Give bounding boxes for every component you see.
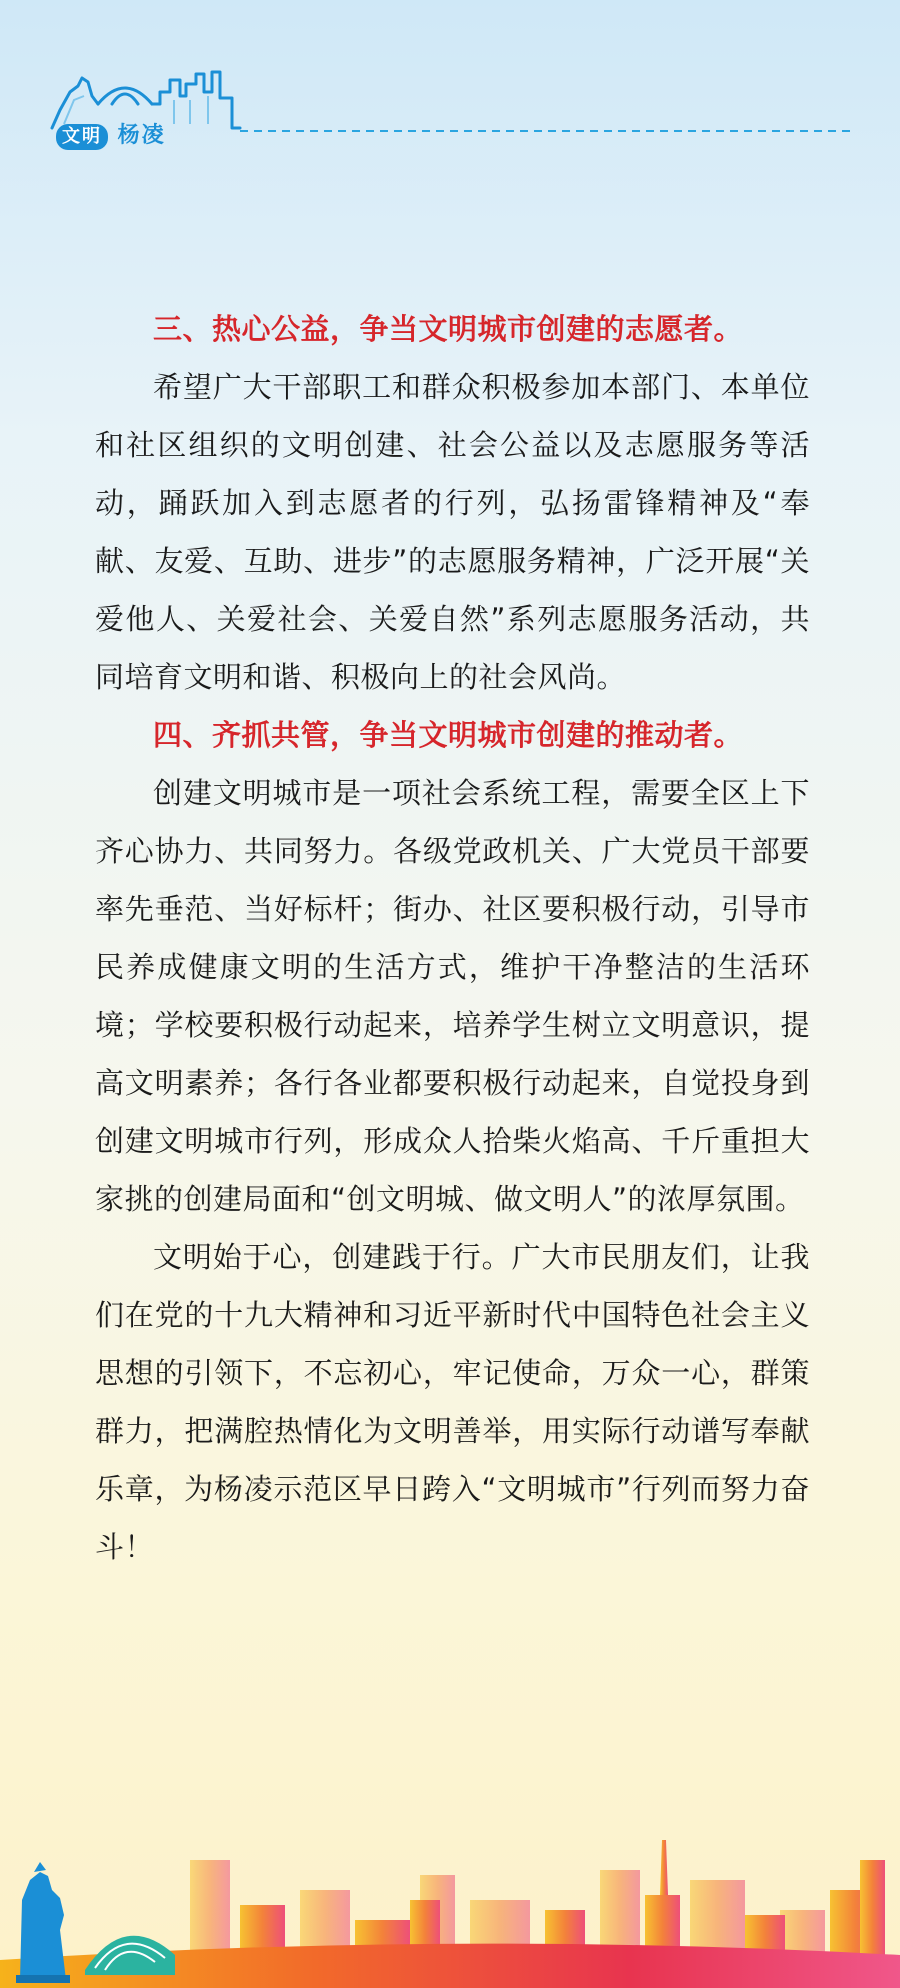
section-4-paragraph-1: 创建文明城市是一项社会系统工程，需要全区上下齐心协力、共同努力。各级党政机关、广大党员干部要率先垂范、当好标杆；街办、社区要积极行动，引导市民养成健康文明的生活方式，维护干净整洁的生活环境；学校要积极行动起来，培养学生树立文明意识，提高文明素养；各行各业都要积极行动起来，自觉投身到创建文明城市行列，形成众人拾柴火焰高、千斤重担大家挑的创建局面和“创文明城、做文明人”的浓厚氛围。 <box>95 776 810 1216</box>
section-heading-3: 三、热心公益，争当文明城市创建的志愿者。 <box>153 312 744 346</box>
section-4-paragraph-2: 文明始于心，创建践于行。广大市民朋友们，让我们在党的十九大精神和习近平新时代中国特色社会主义思想的引领下，不忘初心，牢记使命，万众一心，群策群力，把满腔热情化为文明善举，用实际行动谱写奉献乐章，为杨凌示范区早日跨入“文明城市”行列而努力奋斗！ <box>95 1240 810 1564</box>
header-banner <box>0 0 900 170</box>
article-body <box>95 300 810 1576</box>
footer-skyline <box>0 1780 900 1988</box>
logo-text <box>56 118 166 150</box>
logo-badge: 文明 <box>56 124 108 150</box>
section-3-paragraph-1: 希望广大干部职工和群众积极参加本部门、本单位和社区组织的文明创建、社会公益以及志愿服务等活动，踊跃加入到志愿者的行列，弘扬雷锋精神及“奉献、友爱、互助、进步”的志愿服务精神，广泛开展“关爱他人、关爱社会、关爱自然”系列志愿服务活动，共同培育文明和谐、积极向上的社会风尚。 <box>95 370 810 694</box>
section-heading-4: 四、齐抓共管，争当文明城市创建的推动者。 <box>153 718 744 752</box>
colorful-skyline-icon <box>0 1780 900 1988</box>
logo-name: 杨凌 <box>117 123 166 148</box>
